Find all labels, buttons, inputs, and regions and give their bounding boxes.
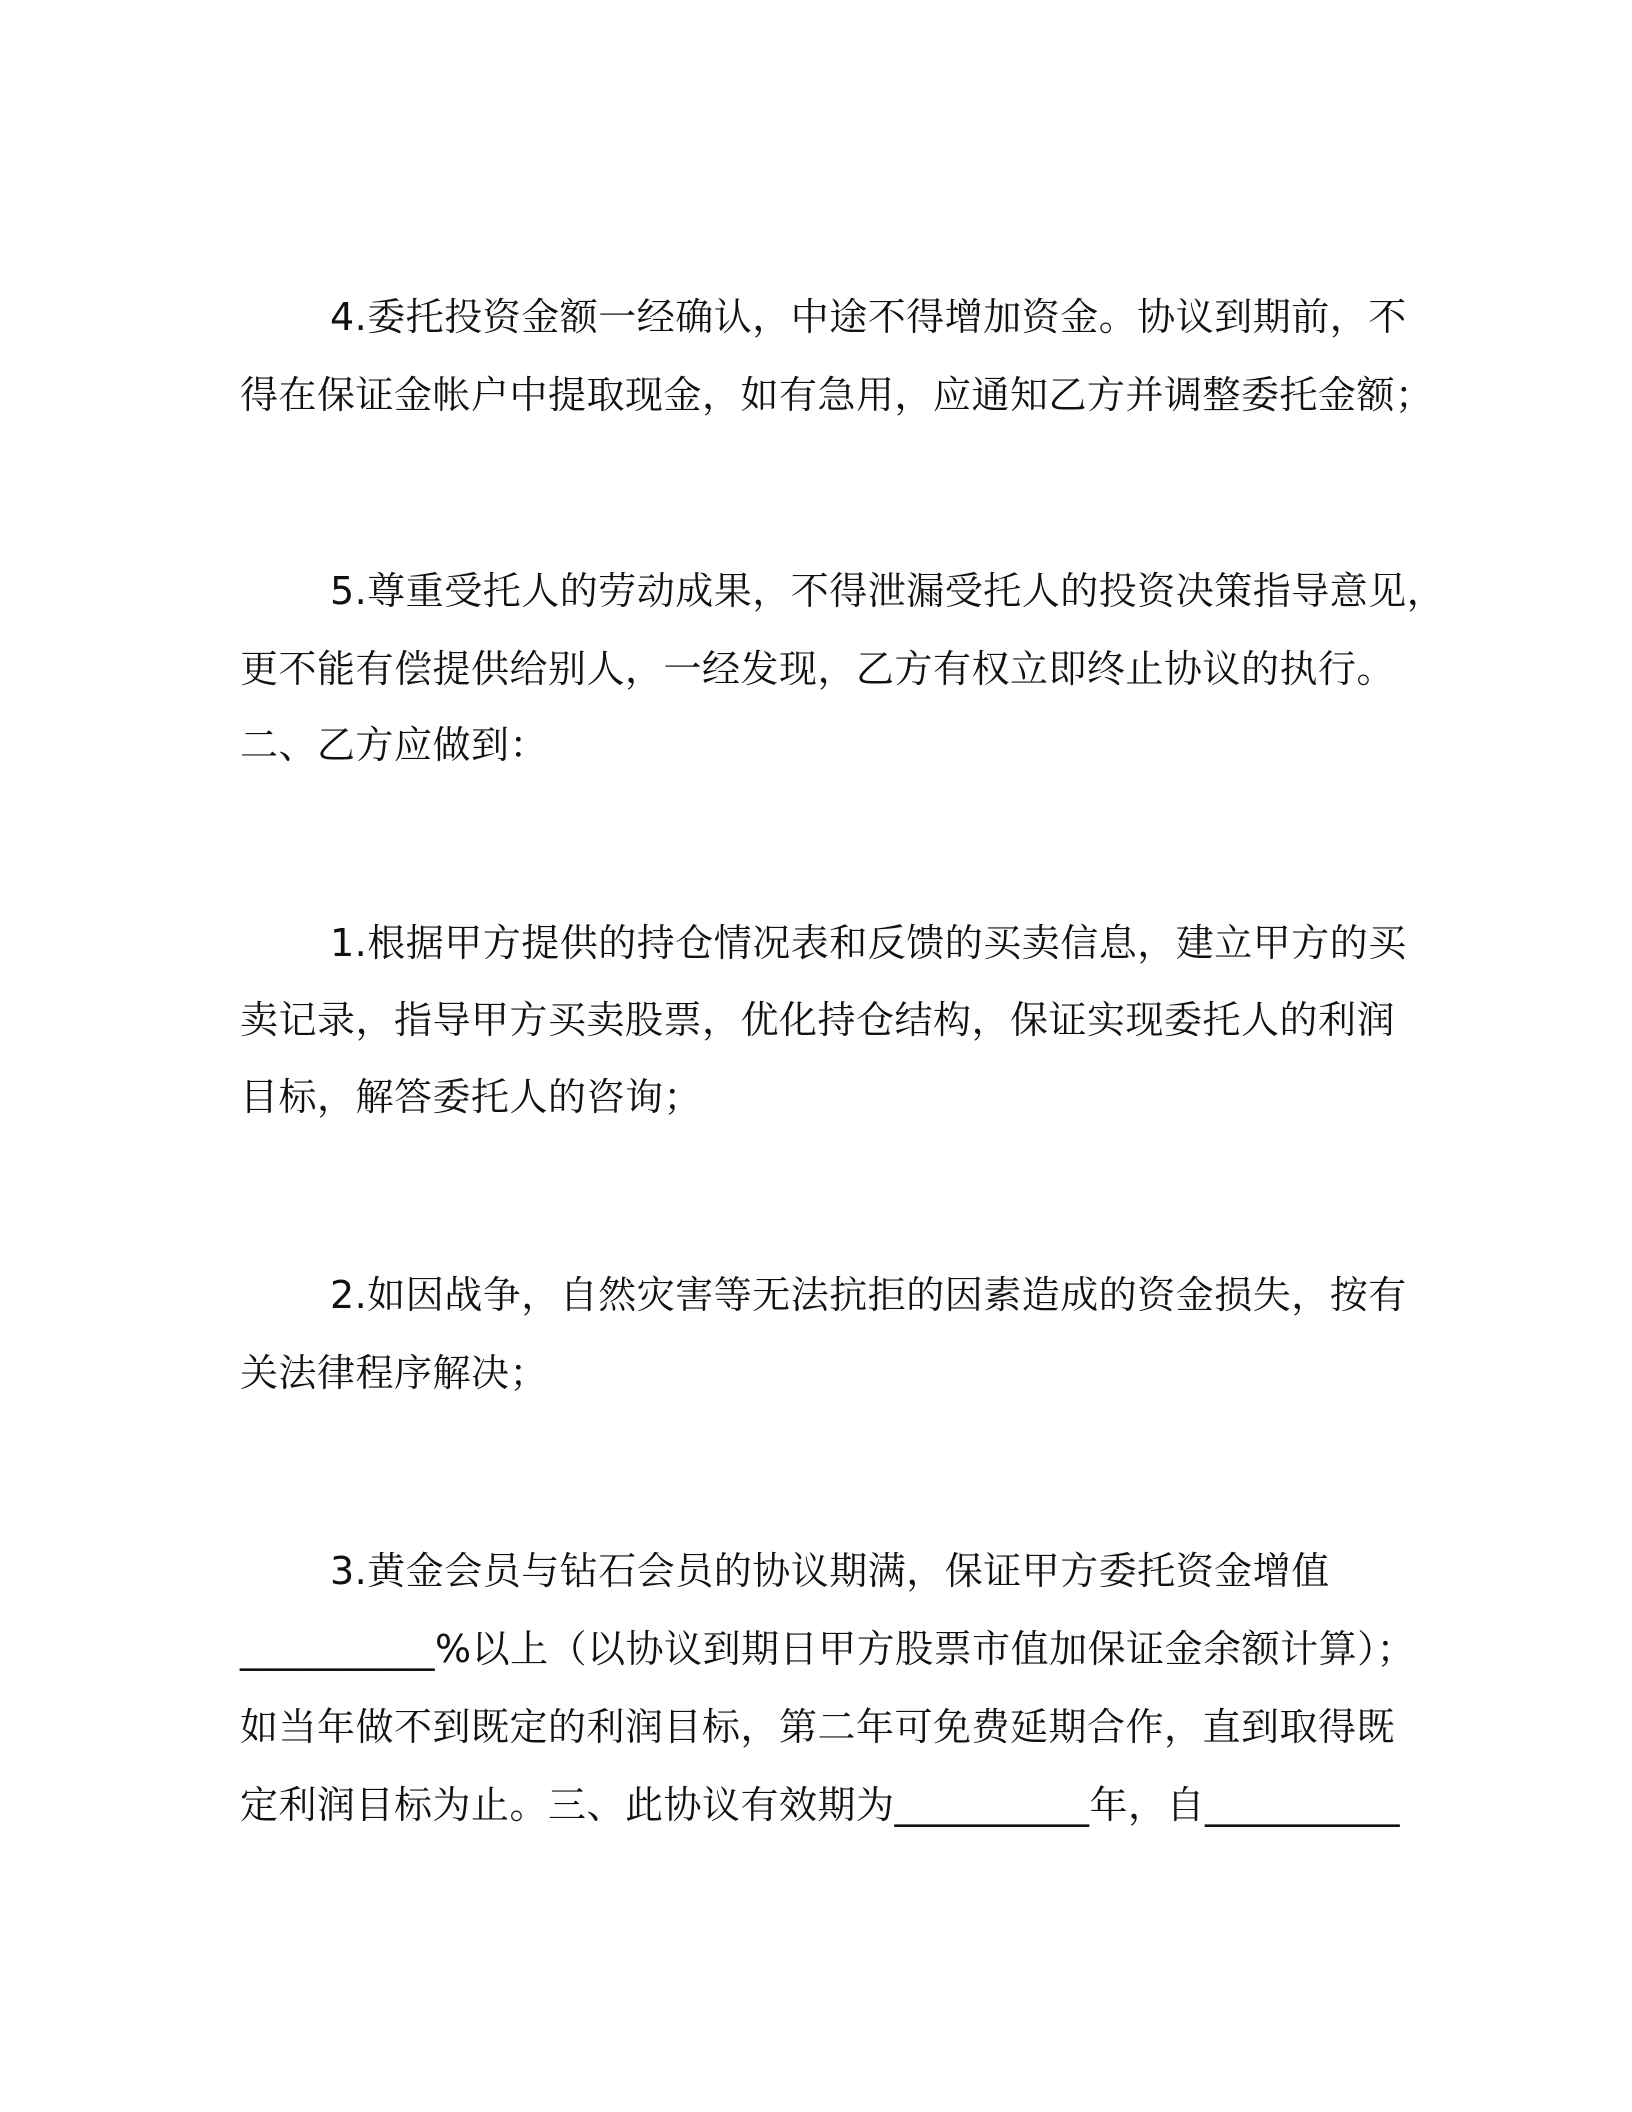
clause-5-line-2: 更不能有偿提供给别人，一经发现，乙方有权立即终止协议的执行。: [240, 647, 1396, 691]
section-3-line: 定利润目标为止。三、此协议有效期为__________年，自__________: [240, 1783, 1401, 1827]
party-b-clause-1-line-3: 目标，解答委托人的咨询；: [240, 1075, 703, 1119]
party-b-clause-1-line-1: 1.根据甲方提供的持仓情况表和反馈的买卖信息，建立甲方的买: [330, 921, 1407, 965]
clause-4-line-1: 4.委托投资金额一经确认，中途不得增加资金。协议到期前，不: [330, 295, 1407, 339]
party-b-clause-3-line-2: __________%以上（以协议到期日甲方股票市值加保证金余额计算）；: [240, 1627, 1416, 1671]
clause-5-line-1: 5.尊重受托人的劳动成果，不得泄漏受托人的投资决策指导意见，: [330, 569, 1446, 613]
party-b-clause-3-line-3: 如当年做不到既定的利润目标，第二年可免费延期合作，直到取得既: [240, 1705, 1396, 1749]
party-b-clause-2-line-2: 关法律程序解决；: [240, 1351, 549, 1395]
section-2-heading: 二、乙方应做到：: [240, 723, 549, 767]
clause-4-line-2: 得在保证金帐户中提取现金，如有急用，应通知乙方并调整委托金额；: [240, 373, 1434, 417]
party-b-clause-1-line-2: 卖记录，指导甲方买卖股票，优化持仓结构，保证实现委托人的利润: [240, 998, 1396, 1042]
party-b-clause-2-line-1: 2.如因战争，自然灾害等无法抗拒的因素造成的资金损失，按有: [330, 1273, 1407, 1317]
party-b-clause-3-line-1: 3.黄金会员与钻石会员的协议期满，保证甲方委托资金增值: [330, 1549, 1330, 1593]
